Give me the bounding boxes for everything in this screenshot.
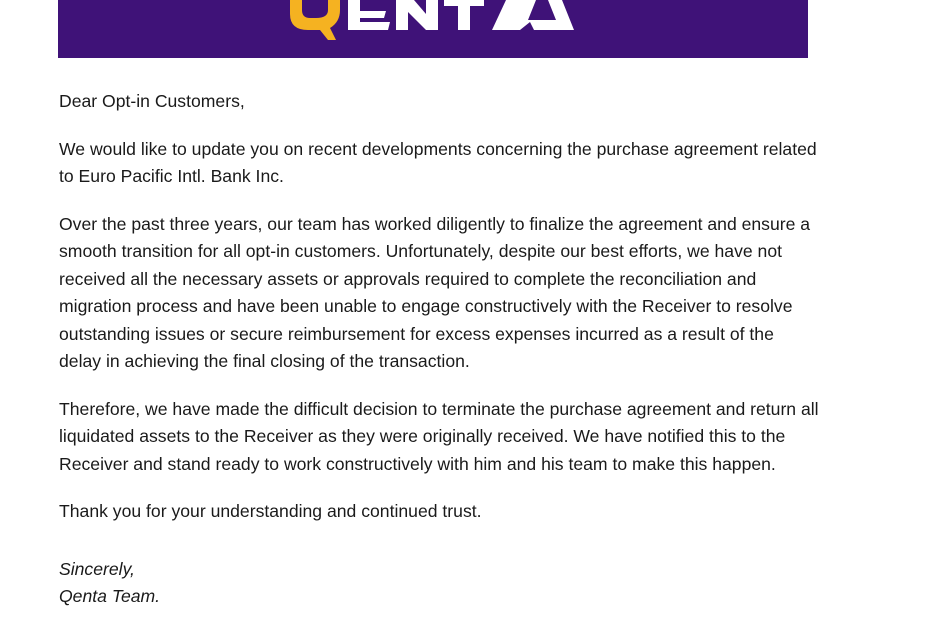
header-banner bbox=[58, 0, 808, 58]
sign-off: Sincerely, bbox=[59, 558, 135, 579]
paragraph-decision: Therefore, we have made the difficult decision to terminate the purchase agreement and return all liquidated assets to the Receiver as they were originally received. We have notified this to the Receiver and stand ready to work constructively with him and his team to make this happen. bbox=[59, 398, 819, 474]
logo-letter-t bbox=[444, 0, 484, 30]
closing-thanks: Thank you for your understanding and continued trust. bbox=[59, 501, 482, 521]
qenta-logo bbox=[58, 0, 808, 58]
letter-body bbox=[59, 88, 819, 611]
signature: Qenta Team. bbox=[59, 586, 161, 606]
logo-letter-e bbox=[348, 0, 390, 30]
greeting: Dear Opt-in Customers, bbox=[59, 91, 245, 111]
logo-letter-n bbox=[396, 0, 438, 30]
logo-letter-a bbox=[492, 0, 574, 30]
paragraph-update: We would like to update you on recent developments concerning the purchase agreement related to Euro Pacific Intl. Bank Inc. bbox=[59, 138, 817, 186]
logo-letter-q bbox=[290, 0, 340, 40]
paragraph-background: Over the past three years, our team has worked diligently to finalize the agreement and ensure a smooth transition for all opt-in customers. Unfortunately, despite our best efforts, we have not received all the necessary assets or approvals required to complete the reconciliation and migration process and have been unable to engage constructively with the Receiver to resolve outstanding issues or secure reimbursement for excess expenses incurred as a result of the delay in achieving the final closing of the transaction. bbox=[59, 213, 811, 371]
